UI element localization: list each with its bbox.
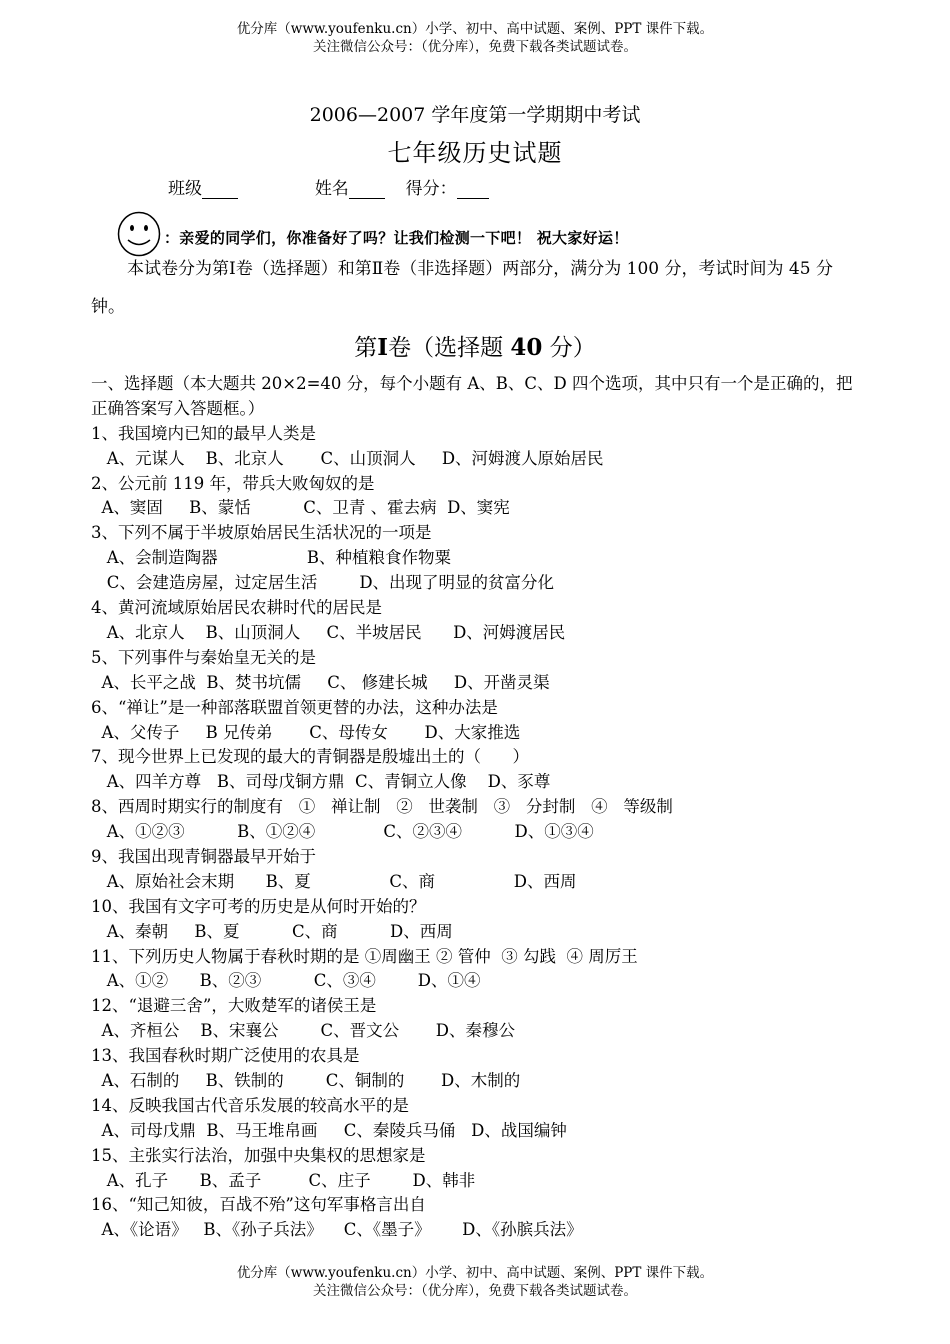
question-options: A、①② B、②③ C、③④ D、①④ (91, 971, 481, 991)
exam-title: 2006—2007 学年度第一学期期中考试 (309, 104, 641, 126)
footer-line-1: 优分库（www.youfenku.cn）小学、初中、高中试题、案例、PPT 课件下载。 (236, 1265, 714, 1281)
score-blank (457, 180, 489, 199)
question-options: A、孔子 B、孟子 C、庄子 D、韩非 (91, 1170, 476, 1190)
question-stem: 2、公元前 119 年，带兵大败匈奴的是 (91, 473, 375, 493)
question-options: A、原始社会末期 B、夏 C、商 D、西周 (91, 871, 577, 891)
question-stem: 10、我国有文字可考的历史是从何时开始的？ (91, 896, 426, 916)
instructions: 一、选择题（本大题共 20×2=40 分，每个小题有 A、B、C、D 四个选项，其中只有一个是正确的，把正确答案写入答题框。） (91, 374, 853, 418)
section-heading: 第I卷（选择题 40 分） (354, 334, 596, 361)
page-footer (0, 1264, 950, 1300)
question-stem: 16、“知己知彼，百战不殆”这句军事格言出自 (91, 1195, 426, 1215)
question-stem: 3、下列不属于半坡原始居民生活状况的一项是 (91, 523, 432, 543)
question-options: C、会建造房屋，过定居生活 D、出现了明显的贫富分化 (91, 573, 555, 593)
question-stem: 1、我国境内已知的最早人类是 (91, 423, 316, 443)
question-list (91, 372, 866, 1243)
student-info-row (168, 174, 489, 199)
question-options: A、会制造陶器 B、种植粮食作物粟 (91, 548, 451, 568)
question-stem: 9、我国出现青铜器最早开始于 (91, 846, 316, 866)
score-label: 得分： (405, 179, 457, 199)
class-label: 班级 (168, 179, 202, 199)
intro-paragraph: 本试卷分为第Ⅰ卷（选择题）和第Ⅱ卷（非选择题）两部分，满分为 100 分，考试时间为 45 分钟。 (91, 259, 833, 317)
question-stem: 5、下列事件与秦始皇无关的是 (91, 647, 316, 667)
question-options: A、元谋人 B、北京人 C、山顶洞人 D、河姆渡人原始居民 (91, 448, 604, 468)
question-options: A、四羊方尊 B、司母戊铜方鼎 C、青铜立人像 D、豕尊 (91, 772, 551, 792)
question-options: A、窦固 B、蒙恬 C、卫青 、霍去病 D、窦宪 (91, 498, 510, 518)
header-line-1: 优分库（www.youfenku.cn）小学、初中、高中试题、案例、PPT 课件下载。 (236, 21, 714, 37)
name-label: 姓名 (314, 179, 349, 199)
question-stem: 11、下列历史人物属于春秋时期的是 ①周幽王 ② 管仲 ③ 勾践 ④ 周厉王 (91, 946, 638, 966)
class-blank (202, 180, 238, 199)
question-options: A、父传子 B 兄传弟 C、母传女 D、大家推选 (91, 722, 521, 742)
page-header (0, 20, 950, 56)
question-stem: 12、“退避三舍”，大败楚军的诸侯王是 (91, 996, 377, 1016)
question-stem: 13、我国春秋时期广泛使用的农具是 (91, 1046, 360, 1066)
header-line-2: 关注微信公众号：（优分库），免费下载各类试题试卷。 (313, 39, 637, 55)
question-options: A、司母戊鼎 B、马王堆帛画 C、秦陵兵马俑 D、战国编钟 (91, 1120, 567, 1140)
question-stem: 15、主张实行法治，加强中央集权的思想家是 (91, 1145, 426, 1165)
question-options: A、齐桓公 B、宋襄公 C、晋文公 D、秦穆公 (91, 1021, 516, 1041)
name-blank (349, 180, 385, 199)
question-stem: 4、黄河流域原始居民农耕时代的居民是 (91, 598, 382, 618)
footer-line-2: 关注微信公众号：（优分库），免费下载各类试题试卷。 (313, 1283, 637, 1299)
question-stem: 6、“禅让”是一种部落联盟首领更替的办法，这种办法是 (91, 697, 498, 717)
question-options: A、石制的 B、铁制的 C、铜制的 D、木制的 (91, 1070, 521, 1090)
exam-subtitle: 七年级历史试题 (387, 139, 563, 167)
question-stem: 14、反映我国古代音乐发展的较高水平的是 (91, 1095, 409, 1115)
question-stem: 7、现今世界上已发现的最大的青铜器是殷墟出土的（ ） (91, 747, 529, 767)
greeting-text: ：亲爱的同学们，你准备好了吗？让我们检测一下吧！ 祝大家好运！ (164, 229, 629, 247)
question-options: A、①②③ B、①②④ C、②③④ D、①③④ (91, 822, 594, 842)
question-options: A、秦朝 B、夏 C、商 D、西周 (91, 921, 453, 941)
question-stem: 8、西周时期实行的制度有 ① 禅让制 ② 世袭制 ③ 分封制 ④ 等级制 (91, 797, 673, 817)
question-options: A、长平之战 B、焚书坑儒 C、 修建长城 D、开凿灵渠 (91, 672, 550, 692)
question-options: A、北京人 B、山顶洞人 C、半坡居民 D、河姆渡居民 (91, 622, 566, 642)
question-options: A、《论语》 B、《孙子兵法》 C、《墨子》 D、《孙膑兵法》 (91, 1220, 583, 1240)
